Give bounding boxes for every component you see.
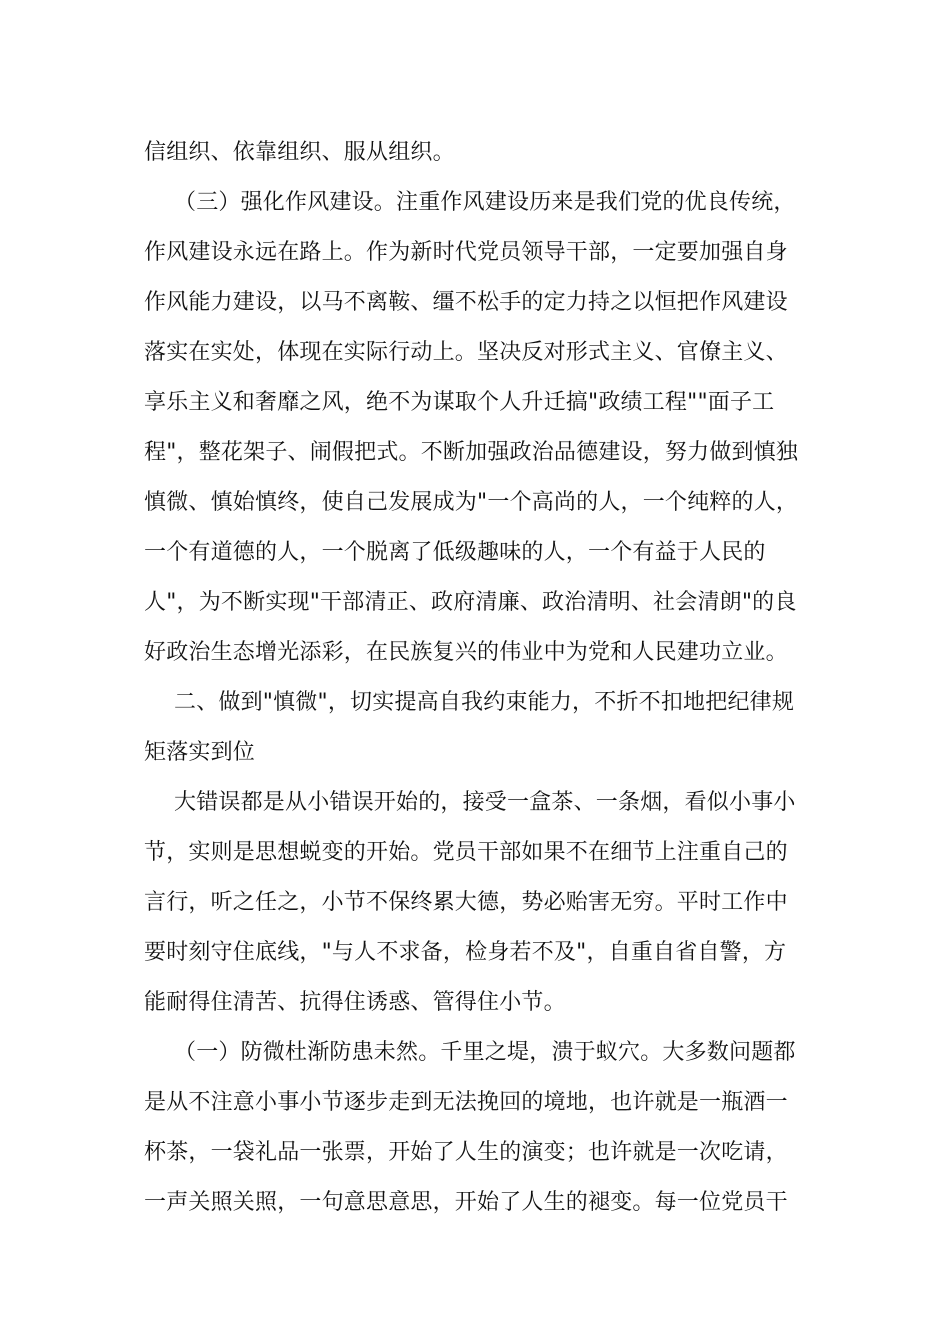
body-text xyxy=(144,128,808,1228)
text-line: 慎微、慎始慎终，使自己发展成为"一个高尚的人，一个纯粹的人， xyxy=(144,490,799,515)
text-line: 言行，听之任之，小节不保终累大德，势必贻害无穷。平时工作中 xyxy=(144,890,788,915)
text-line: 人"，为不断实现"干部清正、政府清廉、政治清明、社会清朗"的良 xyxy=(144,590,797,615)
text-line: 一声关照关照，一句意思意思，开始了人生的褪变。每一位党员干 xyxy=(144,1190,788,1215)
text-line: 要时刻守住底线，"与人不求备，检身若不及"，自重自省自警，方 xyxy=(144,940,787,965)
text-line: 作风能力建设，以马不离鞍、缰不松手的定力持之以恒把作风建设 xyxy=(144,290,788,315)
section-heading-line: （三）强化作风建设。注重作风建设历来是我们党的优良传统， xyxy=(174,190,796,215)
text-line: 节，实则是思想蜕变的开始。党员干部如果不在细节上注重自己的 xyxy=(144,840,788,865)
chapter-heading-line: 矩落实到位 xyxy=(144,740,256,765)
text-line: 能耐得住清苦、抗得住诱惑、管得住小节。 xyxy=(144,990,566,1015)
chapter-heading-line: 二、做到"慎微"，切实提高自我约束能力，不折不扣地把纪律规 xyxy=(174,690,795,715)
text-line: 好政治生态增光添彩，在民族复兴的伟业中为党和人民建功立业。 xyxy=(144,640,788,665)
text-line: 一个有道德的人，一个脱离了低级趣味的人，一个有益于人民的 xyxy=(144,540,766,565)
text-line: 杯茶，一袋礼品一张票，开始了人生的演变；也许就是一次吃请， xyxy=(144,1140,788,1165)
text-line: 享乐主义和奢靡之风，绝不为谋取个人升迁搞"政绩工程""面子工 xyxy=(144,390,775,415)
paragraph-start-line: 大错误都是从小错误开始的，接受一盒茶、一条烟，看似小事小 xyxy=(174,790,796,815)
text-line: 是从不注意小事小节逐步走到无法挽回的境地，也许就是一瓶酒一 xyxy=(144,1090,788,1115)
text-line: 落实在实处，体现在实际行动上。坚决反对形式主义、官僚主义、 xyxy=(144,340,788,365)
text-line: 信组织、依靠组织、服从组织。 xyxy=(144,140,455,165)
text-line: 程"，整花架子、闹假把式。不断加强政治品德建设，努力做到慎独 xyxy=(144,440,799,465)
section-heading-line: （一）防微杜渐防患未然。千里之堤，溃于蚁穴。大多数问题都 xyxy=(174,1040,796,1065)
text-line: 作风建设永远在路上。作为新时代党员领导干部，一定要加强自身 xyxy=(144,240,788,265)
